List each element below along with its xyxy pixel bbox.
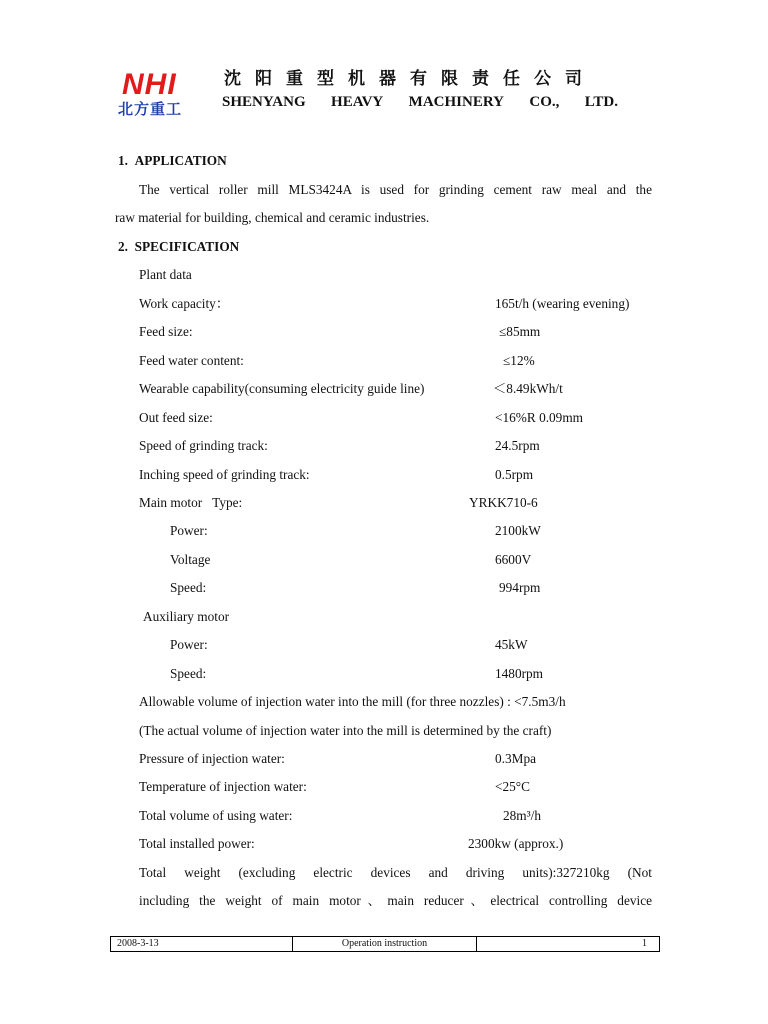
spec-value: 0.5rpm	[495, 467, 534, 482]
paragraph-line: Total weight (excluding electric devices and driving units):327210kg (Not	[139, 865, 652, 880]
paragraph-line: The vertical roller mill MLS3424A is used for grinding cement raw meal and the	[139, 182, 652, 197]
footer-date: 2008-3-13	[111, 937, 293, 951]
spec-value: ≤12%	[503, 353, 535, 368]
spec-value: 165t/h (wearing evening)	[495, 296, 630, 311]
spec-value: 0.3Mpa	[495, 751, 536, 766]
spec-label: Work capacity：	[139, 296, 230, 311]
spec-label: Inching speed of grinding track:	[139, 467, 310, 482]
company-word: SHENYANG	[222, 94, 306, 110]
company-word: MACHINERY	[408, 94, 504, 110]
spec-label: Pressure of injection water:	[139, 751, 285, 766]
spec-label: Speed of grinding track:	[139, 438, 268, 453]
spec-label: Main motor Type:	[139, 495, 243, 510]
spec-value: ≤85mm	[499, 324, 541, 339]
spec-value: YRKK710-6	[469, 495, 538, 510]
paragraph-line: raw material for building, chemical and ceramic industries.	[115, 210, 430, 225]
spec-label: Power:	[170, 523, 208, 538]
company-word: HEAVY	[331, 94, 384, 110]
section-heading-specification: 2. SPECIFICATION	[118, 239, 240, 254]
spec-value: <25°C	[495, 779, 530, 794]
paragraph-line: including the weight of main motor、main reducer、electrical controlling device	[139, 893, 652, 908]
spec-value: ＜8.49kWh/t	[493, 381, 563, 396]
spec-label: Voltage	[170, 552, 211, 567]
plant-data-label: Plant data	[139, 267, 192, 282]
company-name-cn: 沈阳重型机器有限责任公司	[224, 69, 596, 89]
spec-value: 6600V	[495, 552, 532, 567]
spec-label: Allowable volume of injection water into the mill (for three nozzles) : <7.5m3/h	[139, 694, 566, 709]
spec-label: Power:	[170, 637, 208, 652]
company-logo	[118, 70, 214, 122]
spec-label: Speed:	[170, 580, 207, 595]
footer-title: Operation instruction	[293, 937, 477, 951]
spec-label: Feed size:	[139, 324, 193, 339]
spec-value: 1480rpm	[495, 666, 544, 681]
company-word: CO.,	[529, 94, 560, 110]
spec-label: Total installed power:	[139, 836, 255, 851]
footer-page-number: 1	[642, 938, 647, 949]
spec-label: Feed water content:	[139, 353, 244, 368]
spec-label: Total volume of using water:	[139, 808, 293, 823]
spec-value: 2100kW	[495, 523, 541, 538]
company-word: LTD.	[584, 94, 618, 110]
logo-nhi-text: NHI	[122, 68, 177, 101]
company-name-en	[222, 92, 618, 112]
spec-label: Out feed size:	[139, 410, 213, 425]
spec-value: 28m³/h	[503, 808, 541, 823]
spec-label: Temperature of injection water:	[139, 779, 307, 794]
footer-table	[110, 936, 660, 952]
spec-value: 2300kw (approx.)	[468, 836, 564, 851]
spec-label: Speed:	[170, 666, 207, 681]
spec-value: 994rpm	[499, 580, 541, 595]
spec-label: (The actual volume of injection water into the mill is determined by the craft)	[139, 723, 552, 738]
spec-value: 24.5rpm	[495, 438, 540, 453]
spec-label: Wearable capability(consuming electricity guide line)	[139, 381, 425, 396]
logo-cn-text: 北方重工	[118, 100, 183, 118]
spec-value: 45kW	[495, 637, 528, 652]
section-heading-application: 1. APPLICATION	[118, 153, 227, 168]
spec-label: Auxiliary motor	[143, 609, 230, 624]
spec-value: <16%R 0.09mm	[495, 410, 584, 425]
